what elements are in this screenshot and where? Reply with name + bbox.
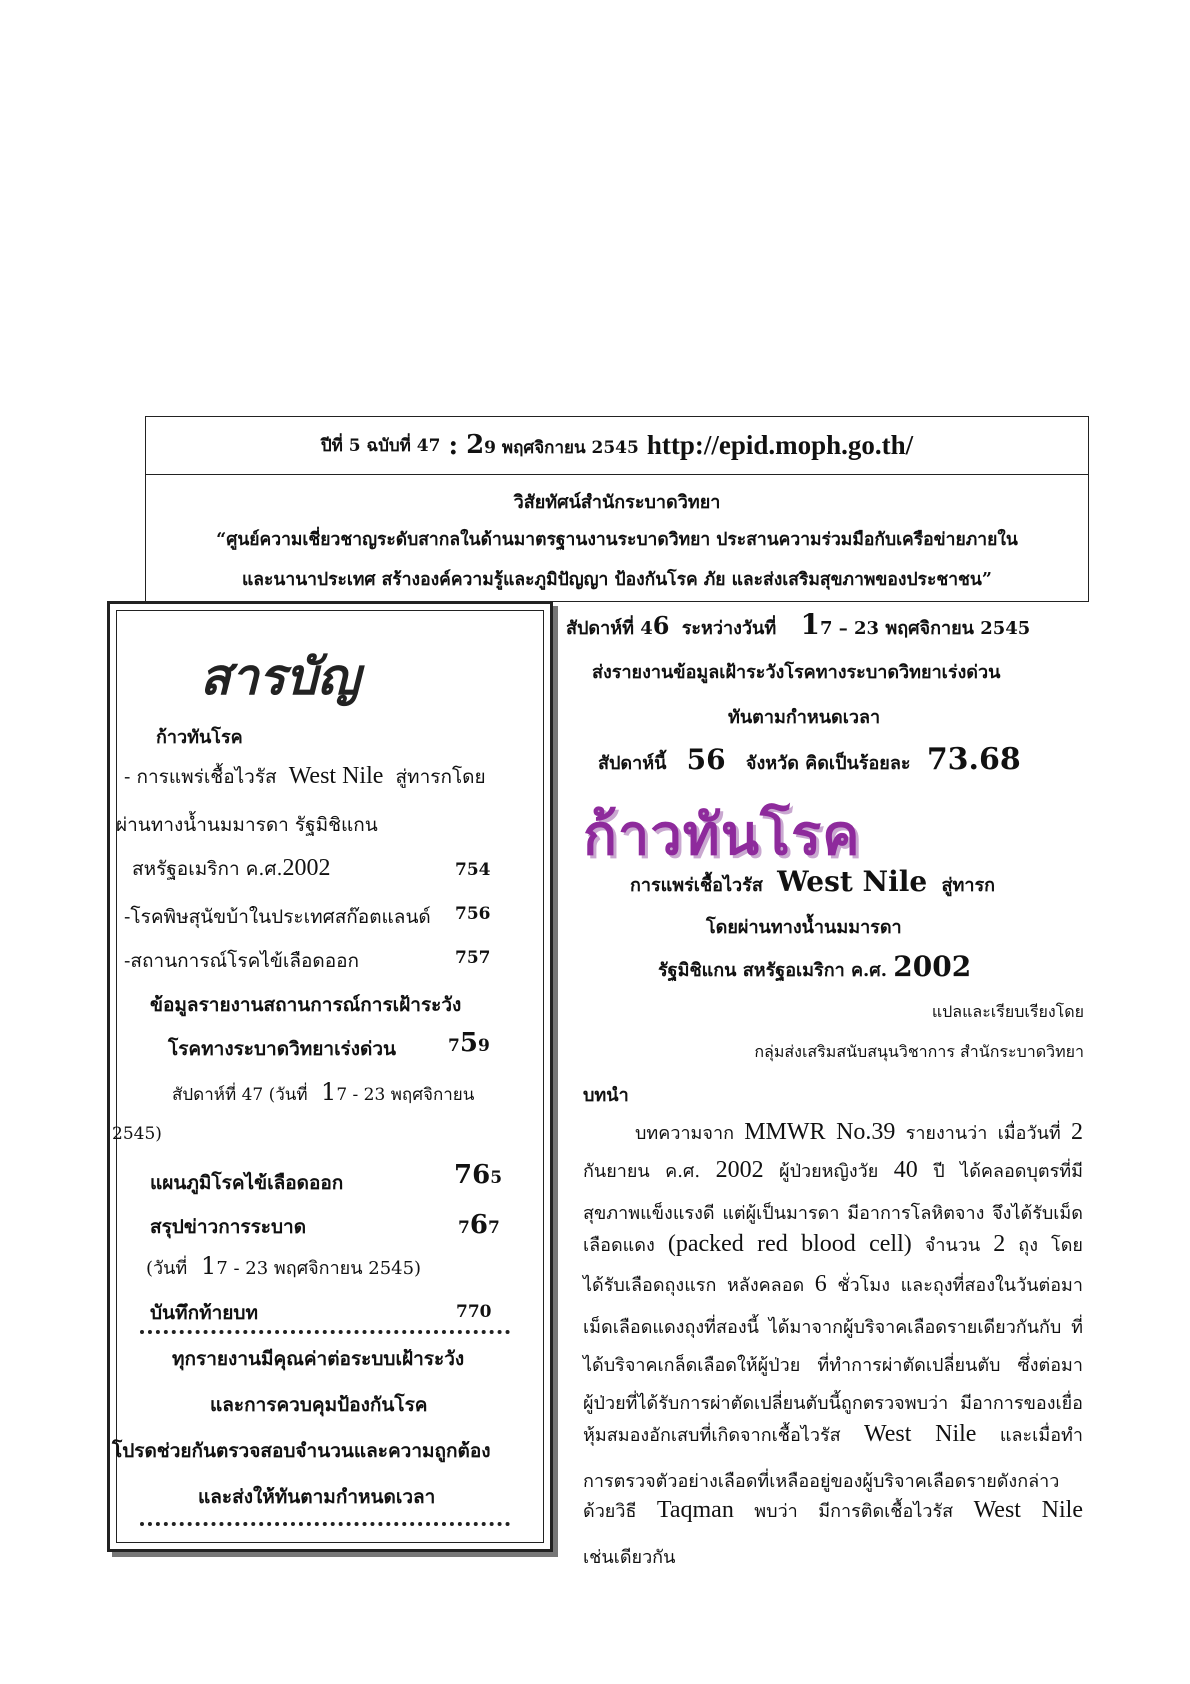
- toc-message-line1: ทุกรายงานมีคุณค่าต่อระบบเฝ้าระวัง: [172, 1348, 465, 1370]
- article-credit-line1: แปลและเรียบเรียงโดย: [931, 1002, 1084, 1021]
- article-section-title: ก้าวทันโรค: [583, 802, 861, 868]
- vision-statement: “ศูนย์ความเชี่ยวชาญระดับสากลในด้านมาตรฐานงานระบาดวิทยา ประสานความร่วมมือกับเครือข่ายภายใน และนานาประเทศ สร้างองค์ความรู้และภูมิปัญญา ป้องกันโรค ภัย และส่งเสริมสุขภาพของประชาชน”: [216, 530, 1018, 590]
- issue-row: [146, 417, 1088, 475]
- article-credit-line2: กลุ่มส่งเสริมสนับสนุนวิชาการ สำนักระบาดวิทยา: [754, 1042, 1084, 1061]
- article-title-line2: โดยผ่านทางน้ำนมมารดา: [706, 917, 902, 938]
- toc-item-notes[interactable]: บันทึกท้ายบท: [150, 1302, 258, 1324]
- body-line-2: กันยายน ค.ศ. 2002 ผู้ป่วยหญิงวัย 40 ปี ได้คลอดบุตรที่มี: [583, 1157, 1083, 1183]
- toc-item-dengue[interactable]: -สถานการณ์โรคไข้เลือดออก: [124, 950, 360, 972]
- toc-section-surveillance-line2: โรคทางระบาดวิทยาเร่งด่วน: [168, 1038, 397, 1060]
- issue-prefix: ปีที่ 5 ฉบับที่ 47: [320, 436, 441, 456]
- toc-item-west-nile-line1[interactable]: - การแพร่เชื้อไวรัส West Nile สู่ทารกโดย: [124, 763, 486, 789]
- issue-date: 29 พฤศจิกายน 2545: [466, 430, 639, 460]
- report-line2: ส่งรายงานข้อมูลเฝ้าระวังโรคทางระบาดวิทยาเร่งด่วน: [592, 662, 1001, 683]
- issue-colon: :: [448, 430, 459, 461]
- body-line-12: เช่นเดียวกัน: [583, 1547, 676, 1568]
- body-line-3: สุขภาพแข็งแรงดี แต่ผู้เป็นมารดา มีอาการโลหิตจาง จึงได้รับเม็ด: [583, 1203, 1083, 1224]
- toc-page-770: 770: [456, 1302, 492, 1322]
- body-line-9: หุ้มสมองอักเสบที่เกิดจากเชื้อไวรัส West Nile และเมื่อทำ: [583, 1421, 1083, 1447]
- toc-title: สารบัญ: [200, 647, 360, 706]
- toc-message-line2: และการควบคุมป้องกันโรค: [210, 1394, 428, 1416]
- toc-page-765: 765: [454, 1160, 503, 1190]
- article-title-line1: การแพร่เชื้อไวรัส West Nile สู่ทารก: [630, 865, 996, 898]
- masthead-box: [145, 416, 1089, 602]
- intro-heading: บทนำ: [583, 1085, 629, 1106]
- vision-title: วิสัยทัศน์สำนักระบาดวิทยา: [513, 492, 721, 513]
- toc-page-754: 754: [455, 860, 491, 880]
- toc-message-line3: โปรดช่วยกันตรวจสอบจำนวนและความถูกต้อง: [112, 1440, 491, 1462]
- body-line-6: เม็ดเลือดแดงถุงที่สองนี้ ได้มาจากผู้บริจาคเลือดรายเดียวกันกับ ที่: [583, 1317, 1083, 1338]
- toc-section-surveillance-line1[interactable]: ข้อมูลรายงานสถานการณ์การเฝ้าระวัง: [150, 994, 462, 1016]
- table-of-contents: [107, 601, 553, 1552]
- toc-dotted-divider-bottom: [140, 1522, 510, 1526]
- body-line-8: ผู้ป่วยที่ได้รับการผ่าตัดเปลี่ยนตับนี้ถูกตรวจพบว่า มีอาการของเยื่อ: [583, 1393, 1083, 1414]
- body-line-4: เลือดแดง (packed red blood cell) จำนวน 2 ถุง โดย: [583, 1231, 1083, 1257]
- body-line-10: การตรวจตัวอย่างเลือดที่เหลืออยู่ของผู้บริจาคเลือดรายดังกล่าว: [583, 1471, 1060, 1492]
- website-url[interactable]: http://epid.moph.go.th/: [646, 430, 914, 460]
- toc-section-kaotan: ก้าวทันโรค: [156, 727, 243, 748]
- toc-item-outbreak-news[interactable]: สรุปข่าวการระบาด: [150, 1216, 307, 1238]
- toc-item-west-nile-line3: สหรัฐอเมริกา ค.ศ.2002: [132, 855, 331, 881]
- toc-page-756: 756: [455, 904, 491, 924]
- body-line-1: บทความจาก MMWR No.39 รายงานว่า เมื่อวันที่ 2: [635, 1119, 1083, 1145]
- report-line3: ทันตามกำหนดเวลา: [728, 707, 881, 728]
- toc-message-line4: และส่งให้ทันตามกำหนดเวลา: [198, 1486, 436, 1508]
- toc-week-line: สัปดาห์ที่ 47 (วันที่ 17 - 23 พฤศจิกายน: [172, 1078, 475, 1106]
- body-line-7: ได้บริจาคเกล็ดเลือดให้ผู้ป่วย ที่ทำการผ่าตัดเปลี่ยนตับ ซึ่งต่อมา: [583, 1355, 1083, 1376]
- toc-news-date: (วันที่ 17 - 23 พฤศจิกายน 2545): [146, 1252, 422, 1280]
- toc-page-767: 767: [458, 1210, 500, 1240]
- toc-item-dengue-map[interactable]: แผนภูมิโรคไข้เลือดออก: [150, 1172, 344, 1194]
- report-week-line: สัปดาห์ที่ 46 ระหว่างวันที่ 17 – 23 พฤศจิกายน 2545: [566, 608, 1031, 641]
- toc-dotted-divider-top: [140, 1330, 510, 1334]
- report-this-week: สัปดาห์นี้ 56 จังหวัด คิดเป็นร้อยละ 73.68: [598, 742, 1021, 777]
- toc-week-year: 2545): [112, 1124, 162, 1144]
- body-line-11: ด้วยวิธี Taqman พบว่า มีการติดเชื้อไวรัส West Nile: [583, 1497, 1083, 1523]
- toc-page-757: 757: [455, 948, 491, 968]
- article-title-line3: รัฐมิชิแกน สหรัฐอเมริกา ค.ศ. 2002: [658, 950, 972, 983]
- toc-page-759: 759: [448, 1028, 490, 1058]
- toc-item-west-nile-line2: ผ่านทางน้ำนมมารดา รัฐมิชิแกน: [116, 814, 378, 836]
- body-line-5: ได้รับเลือดถุงแรก หลังคลอด 6 ชั่วโมง และถุงที่สองในวันต่อมา: [583, 1271, 1083, 1297]
- toc-item-rabies[interactable]: -โรคพิษสุนัขบ้าในประเทศสก๊อตแลนด์: [124, 906, 431, 928]
